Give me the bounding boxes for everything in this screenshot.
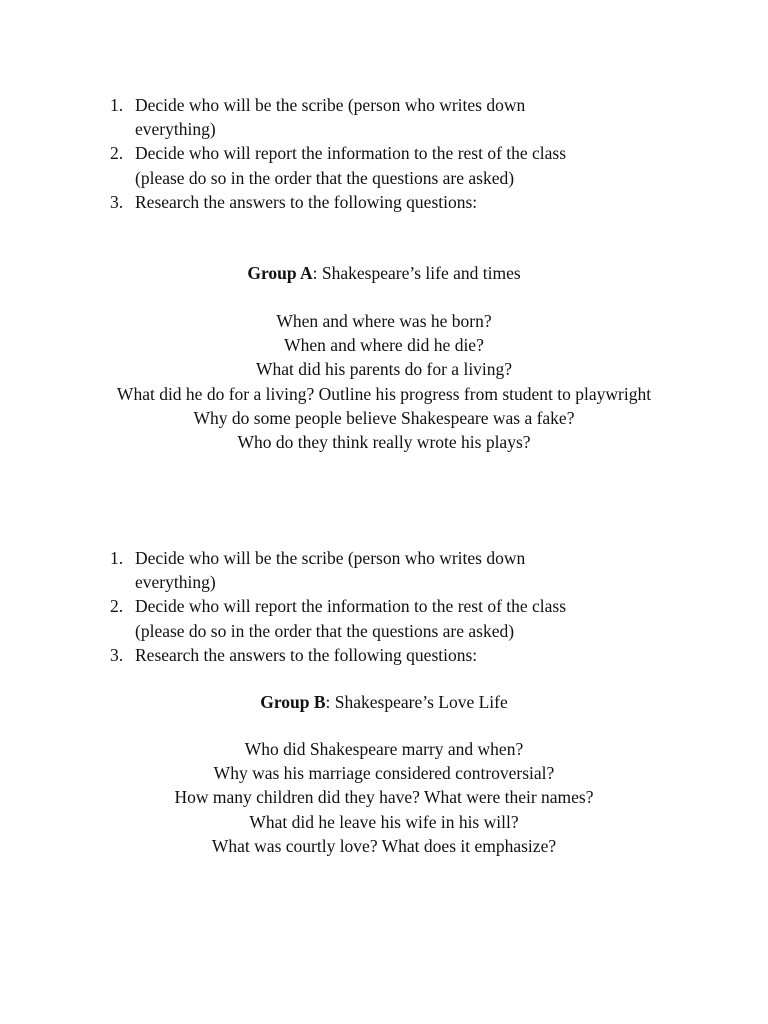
group-b-topic: : Shakespeare’s Love Life [325,692,508,712]
question: Who did Shakespeare marry and when? [244,739,524,759]
question: Why do some people believe Shakespeare was a fake? [193,407,575,428]
question: What was courtly love? What does it emphasize? [211,835,557,856]
section-b-step [110,546,570,594]
group-b-label: Group B [260,692,326,712]
question: What did he leave his wife in his will? [249,811,519,832]
step-text: Decide who will report the information to the rest of the class (please do so in the order that the questions are asked) [135,596,567,641]
question: How many children did they have? What were their names? [174,787,594,808]
question: What did his parents do for a living? [255,359,513,380]
group-a-topic: : Shakespeare’s life and times [312,263,521,283]
section-b-step [110,594,570,642]
step-number: 1. [110,95,124,115]
step-number: 3. [110,644,124,665]
question: What did he do for a living? Outline his progress from student to playwright [116,383,652,404]
question: Why was his marriage considered controversial? [213,763,555,784]
step-number: 2. [110,596,124,617]
section-a-step [110,190,570,214]
question: When and where did he die? [284,335,484,356]
group-a-questions [114,309,654,454]
section-b-instructions [110,546,570,667]
step-text: Decide who will report the information to the rest of the class (please do so in the order that the questions are asked) [135,143,567,188]
section-a-instructions [110,93,570,214]
step-text: Decide who will be the scribe (person who writes down everything) [135,95,526,140]
group-b-questions [84,737,684,858]
group-b-heading [84,690,684,714]
group-a-heading [84,261,684,285]
section-a-step [110,93,570,141]
section-a-step [110,141,570,189]
step-number: 3. [110,191,124,212]
question: Who do they think really wrote his plays? [237,432,531,453]
step-number: 2. [110,143,124,164]
step-number: 1. [110,548,124,568]
step-text: Research the answers to the following questions: [135,644,478,665]
step-text: Decide who will be the scribe (person who writes down everything) [135,548,526,593]
question: When and where was he born? [276,311,492,331]
group-a-label: Group A [247,263,313,283]
step-text: Research the answers to the following questions: [135,191,478,212]
section-b-step [110,643,570,667]
